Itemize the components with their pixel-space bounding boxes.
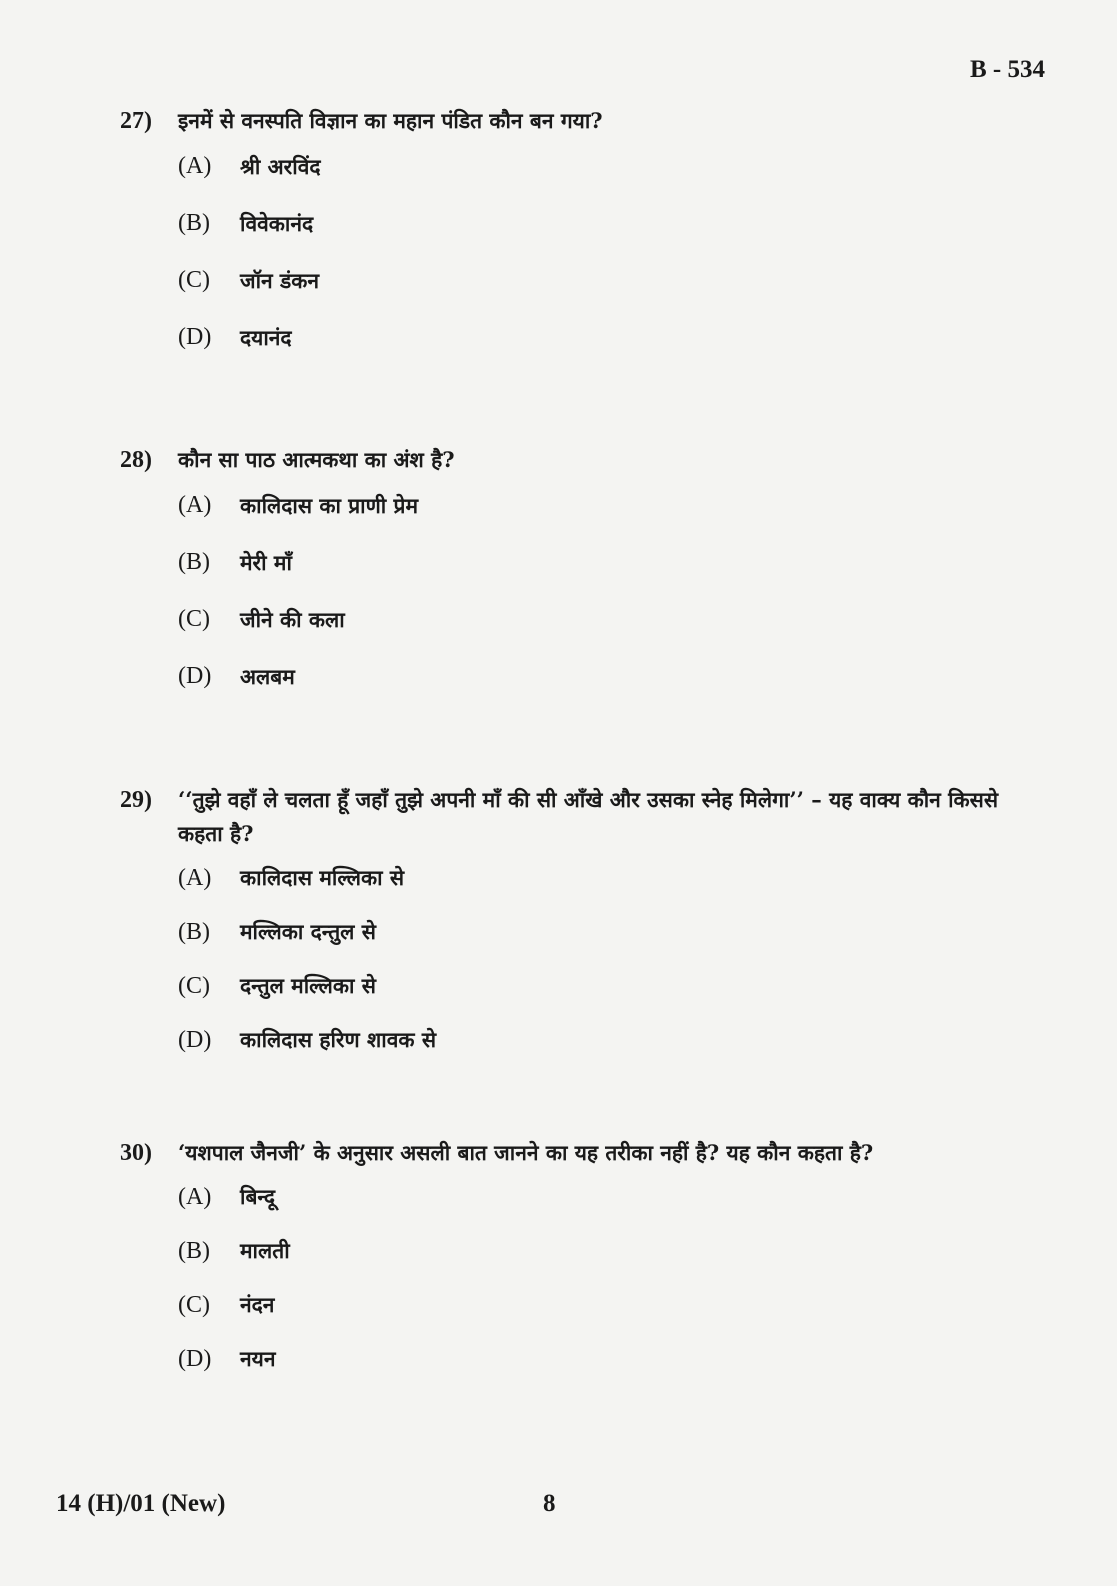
option-letter: (C) [178, 972, 210, 999]
question-text: ‘यशपाल जैनजी’ के अनुसार असली बात जानने का यह तरीका नहीं है? यह कौन कहता है? [178, 1140, 874, 1165]
option-letter: (B) [178, 1237, 210, 1264]
option-a [178, 138, 1000, 195]
option-c [178, 252, 1000, 309]
question-28 [120, 443, 1000, 705]
option-text: कालिदास हरिण शावक से [240, 1027, 437, 1052]
options-list [178, 1170, 1000, 1386]
question-text: इनमें से वनस्पति विज्ञान का महान पंडित कौन बन गया? [178, 108, 603, 133]
option-letter: (A) [178, 1183, 212, 1210]
option-text: जीने की कला [240, 606, 345, 632]
option-letter: (A) [178, 492, 212, 518]
option-c [178, 1278, 1000, 1332]
option-text: नंदन [240, 1292, 275, 1317]
options-list [178, 138, 1000, 366]
option-a [178, 851, 1000, 905]
option-text: कालिदास मल्लिका से [240, 865, 405, 890]
option-d [178, 309, 1000, 366]
option-letter: (C) [178, 1291, 210, 1318]
option-letter: (A) [178, 864, 212, 891]
option-text: अलबम [240, 663, 295, 689]
option-b [178, 534, 1000, 591]
option-letter: (D) [178, 1026, 212, 1053]
option-letter: (D) [178, 1345, 212, 1372]
option-text: मालती [240, 1238, 290, 1263]
option-c [178, 959, 1000, 1013]
options-list [178, 477, 1000, 705]
question-30 [120, 1136, 1000, 1386]
option-letter: (B) [178, 210, 210, 236]
page-number: 8 [543, 1490, 556, 1517]
option-text: मेरी माँ [240, 549, 292, 575]
option-b [178, 905, 1000, 959]
option-text: श्री अरविंद [240, 153, 321, 179]
option-b [178, 195, 1000, 252]
option-d [178, 1013, 1000, 1067]
question-number: 28) [120, 447, 152, 473]
option-text: विवेकानंद [240, 210, 314, 236]
option-a [178, 477, 1000, 534]
option-text: बिन्दू [240, 1184, 276, 1209]
question-text: कौन सा पाठ आत्मकथा का अंश है? [178, 447, 455, 472]
option-letter: (A) [178, 153, 212, 179]
option-c [178, 591, 1000, 648]
question-number: 29) [120, 787, 152, 813]
question-29 [120, 783, 1000, 1067]
option-letter: (D) [178, 324, 212, 350]
option-text: कालिदास का प्राणी प्रेम [240, 492, 419, 518]
option-b [178, 1224, 1000, 1278]
question-number: 27) [120, 108, 152, 134]
option-d [178, 1332, 1000, 1386]
option-text: जॉन डंकन [240, 267, 320, 293]
option-letter: (B) [178, 549, 210, 575]
question-number: 30) [120, 1140, 152, 1166]
option-letter: (D) [178, 663, 212, 689]
option-text: मल्लिका दन्तुल से [240, 919, 376, 944]
option-letter: (B) [178, 918, 210, 945]
paper-code: B - 534 [970, 56, 1045, 83]
option-d [178, 648, 1000, 705]
option-letter: (C) [178, 267, 210, 293]
option-a [178, 1170, 1000, 1224]
options-list [178, 851, 1000, 1067]
option-text: नयन [240, 1346, 276, 1371]
question-text: ‘‘तुझे वहाँ ले चलता हूँ जहाँ तुझे अपनी माँ की सी आँखे और उसका स्नेह मिलेगा’’ – यह वाक्य कौन किससे कहता है? [178, 787, 999, 846]
question-27 [120, 104, 1000, 366]
footer-paper-code: 14 (H)/01 (New) [56, 1490, 226, 1517]
option-text: दन्तुल मल्लिका से [240, 973, 376, 998]
option-letter: (C) [178, 606, 210, 632]
option-text: दयानंद [240, 324, 292, 350]
